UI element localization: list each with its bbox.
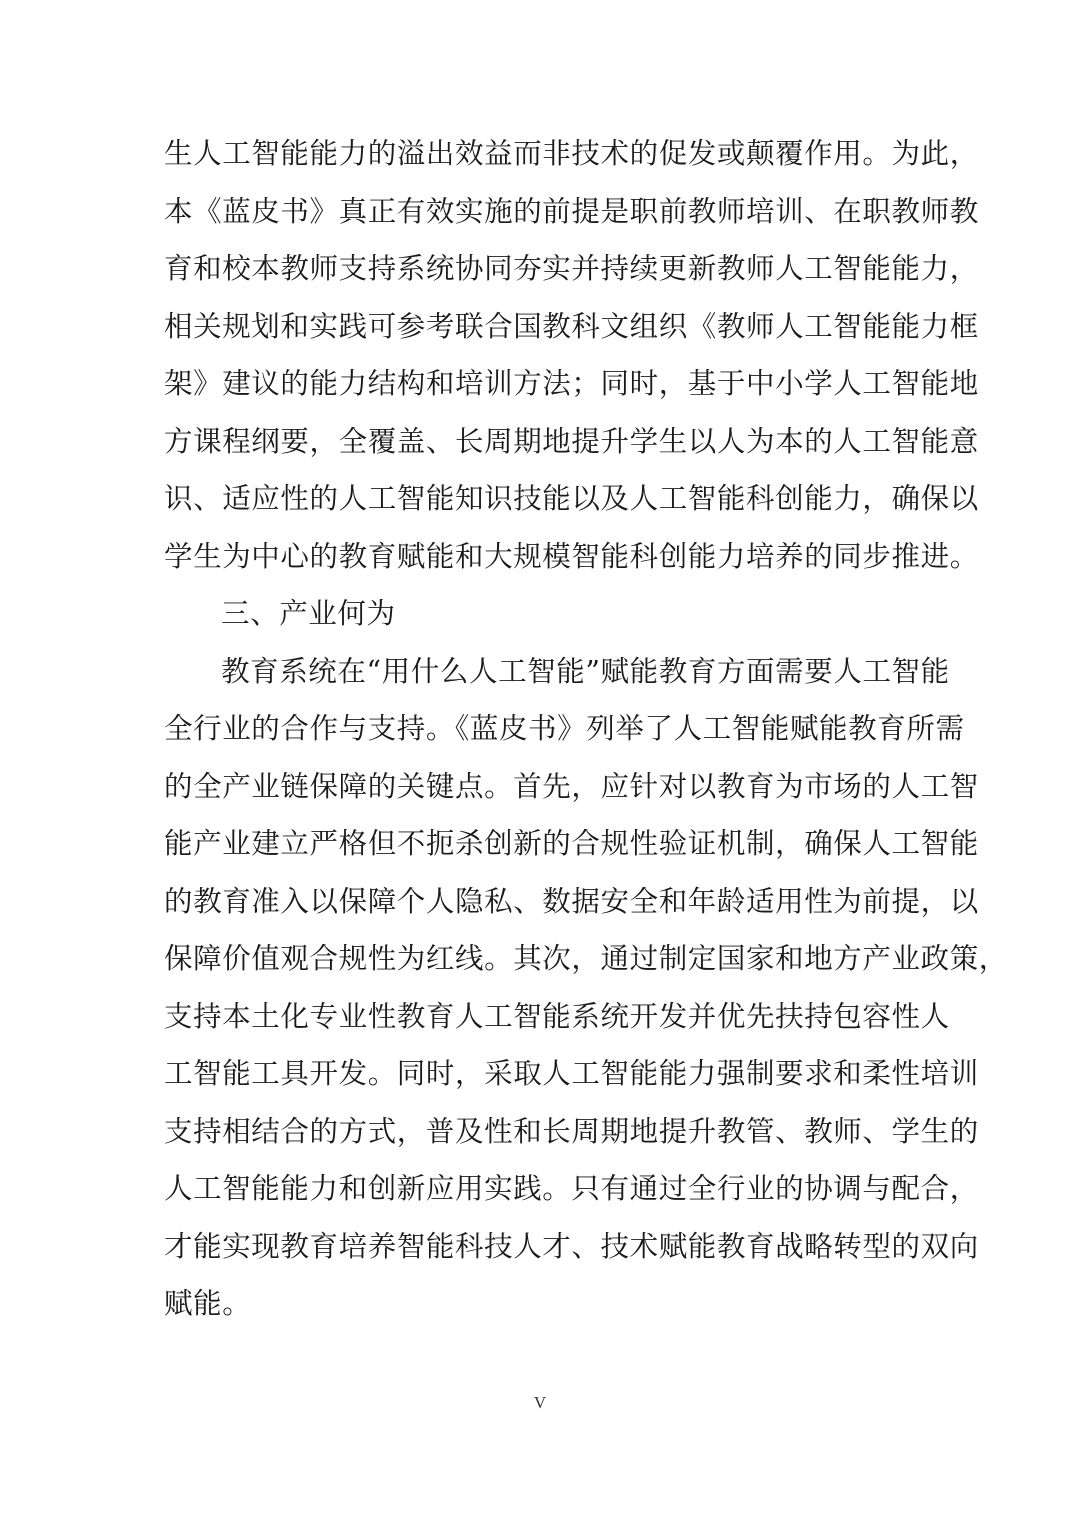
text-line: 育和校本教师支持系统协同夯实并持续更新教师人工智能能力， <box>164 252 979 285</box>
page-number: V <box>533 1393 547 1412</box>
text-line: 架》建议的能力结构和培训方法；同时，基于中小学人工智能地 <box>164 367 979 400</box>
text-line: 保障价值观合规性为红线。其次，通过制定国家和地方产业政策， <box>164 942 1008 975</box>
text-line: 的全产业链保障的关键点。首先，应针对以教育为市场的人工智 <box>164 769 979 803</box>
text-line: 支持本土化专业性教育人工智能系统开发并优先扶持包容性人 <box>164 999 950 1033</box>
text-line: 学生为中心的教育赋能和大规模智能科创能力培养的同步推进。 <box>164 539 979 573</box>
text-line: 才能实现教育培养智能科技人才、技术赋能教育战略转型的双向 <box>164 1229 979 1263</box>
text-line: 生人工智能能力的溢出效益而非技术的促发或颠覆作用。为此， <box>164 137 979 170</box>
text-line: 工智能工具开发。同时，采取人工智能能力强制要求和柔性培训 <box>164 1057 979 1090</box>
body-text <box>164 125 1008 1333</box>
text-line: 人工智能能力和创新应用实践。只有通过全行业的协调与配合， <box>164 1172 979 1205</box>
text-line: 赋能。 <box>164 1287 252 1320</box>
text-line: 的教育准入以保障个人隐私、数据安全和年龄适用性为前提，以 <box>164 884 979 918</box>
text-line: 支持相结合的方式，普及性和长周期地提升教管、教师、学生的 <box>164 1114 979 1148</box>
text-line: 识、适应性的人工智能知识技能以及人工智能科创能力，确保以 <box>164 482 979 515</box>
section-heading: 三、产业何为 <box>221 597 396 630</box>
text-line: 能产业建立严格但不扼杀创新的合规性验证机制，确保人工智能 <box>164 827 979 860</box>
text-line: 全行业的合作与支持。《蓝皮书》列举了人工智能赋能教育所需 <box>164 712 965 745</box>
text-line: 方课程纲要，全覆盖、长周期地提升学生以人为本的人工智能意 <box>164 424 979 458</box>
text-line: 相关规划和实践可参考联合国教科文组织《教师人工智能能力框 <box>164 309 979 343</box>
text-line: 本《蓝皮书》真正有效实施的前提是职前教师培训、在职教师教 <box>164 194 979 228</box>
text-line: 教育系统在“用什么人工智能”赋能教育方面需要人工智能 <box>221 654 950 688</box>
